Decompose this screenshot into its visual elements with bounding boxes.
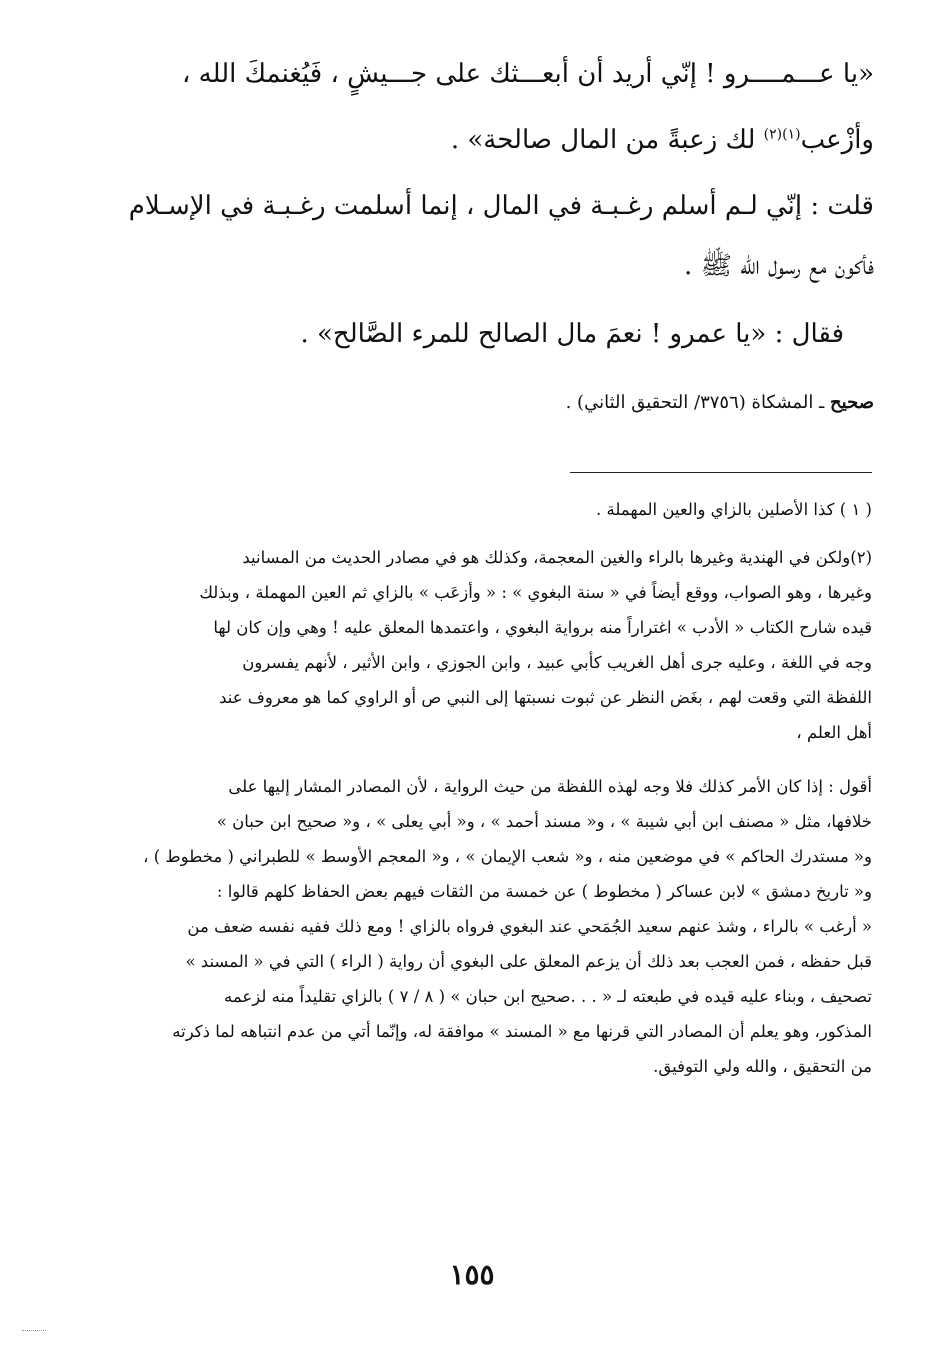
- footnote-3-line: و« مستدرك الحاكم » في موضعين منه ، و« شعب الإيمان » ، و« المعجم الأوسط » للطبراني ( مخطوط ) ،: [143, 847, 872, 866]
- grading-label: صحيح: [830, 392, 874, 413]
- footnote-2-line: اللفظة التي وقعت لهم ، بغَض النظر عن ثبوت نسبتها إلى النبي ص أو الراوي كما هو معروف عند: [219, 688, 872, 707]
- hadith-line-1: «يا عـــمــــرو ! إنّي أريد أن أبعـــثك على جـــيشٍ ، فَيُغنمكَ الله ،: [182, 59, 874, 89]
- hadith-line-3: قلت : إنّي لـم أسلم رغـبـة في المال ، إنما أسلمت رغـبـة في الإسـلام: [128, 191, 874, 221]
- hadith-grading: [566, 388, 874, 418]
- footnote-2-line: وجه في اللغة ، وعليه جرى أهل الغريب كأبي عبيد ، وابن الجوزي ، وابن الأثير ، لأنهم يفسرون: [242, 653, 872, 672]
- grading-reference: ـ المشكاة (٣٧٥٦/ التحقيق الثاني) .: [565, 392, 831, 413]
- hadith-line-2-end: لك زعبةً من المال صالحة» .: [450, 125, 764, 155]
- footnote-2-line: قيده شارح الكتاب « الأدب » اغتراراً منه برواية البغوي ، واعتمدها المعلق عليه ! وهي وإن كان لها: [213, 618, 872, 637]
- hadith-line-4: فأكون مع رسول الله ﷺ .: [684, 251, 874, 281]
- footnote-3-line: تصحيف ، وبناء عليه قيده في طبعته لـ « . . .صحيح ابن حبان » ( ٨ / ٧ ) بالزاي تقليداً منه لزعمه: [224, 987, 872, 1006]
- footnote-3-line: من التحقيق ، والله ولي التوفيق.: [653, 1057, 872, 1076]
- footnote-2-line: (٢)ولكن في الهندية وغيرها بالراء والغين المعجمة، وكذلك هو في مصادر الحديث من المسانيد: [242, 548, 872, 567]
- footnote-2-line: أهل العلم ،: [796, 723, 872, 742]
- footnote-3-line: قبل حفظه ، فمن العجب بعد ذلك أن يزعم المعلق على البغوي أن رواية ( الراء ) التي في « المسند »: [185, 952, 872, 971]
- hadith-line-2-start: وأزْعب: [800, 125, 874, 155]
- hadith-line-2: [451, 120, 874, 160]
- footnote-markers: (١)(٢): [763, 126, 801, 143]
- footnote-3-line: أقول : إذا كان الأمر كذلك فلا وجه لهذه اللفظة من حيث الرواية ، لأن المصادر المشار إليها على: [228, 777, 872, 796]
- footnote-3-line: و« تاريخ دمشق » لابن عساكر ( مخطوط ) عن خمسة من الثقات فيهم بعض الحفاظ كلهم قالوا :: [216, 882, 872, 901]
- scan-artifact: [22, 1330, 46, 1331]
- footnote-3-line: المذكور، وهو يعلم أن المصادر التي قرنها مع « المسند » موافقة له، وإنّما أتي من عدم انتباهه لما ذكرته: [172, 1022, 872, 1041]
- footnote-1: ( ١ ) كذا الأصلين بالزاي والعين المهملة .: [596, 500, 872, 519]
- footnote-3-line: خلافها، مثل « مصنف ابن أبي شيبة » ، و« مسند أحمد » ، و« أبي يعلى » ، و« صحيح ابن حبان »: [216, 812, 872, 831]
- footnote-2-line: وغيرها ، وهو الصواب، ووقع أيضاً في « سنة البغوي » : « وأزعَب » بالزاي ثم العين المهملة ، وبذلك: [199, 583, 872, 602]
- footnote-separator: [570, 472, 872, 473]
- page-number: ١٥٥: [449, 1258, 495, 1291]
- hadith-line-5: فقال : «يا عمرو ! نعمَ مال الصالح للمرء الصَّالح» .: [300, 319, 844, 349]
- footnote-3-line: « أرغب » بالراء ، وشذ عنهم سعيد الجُمَحي عند البغوي فرواه بالزاي ! ومع ذلك ففيه نفسه ضعف من: [187, 917, 872, 936]
